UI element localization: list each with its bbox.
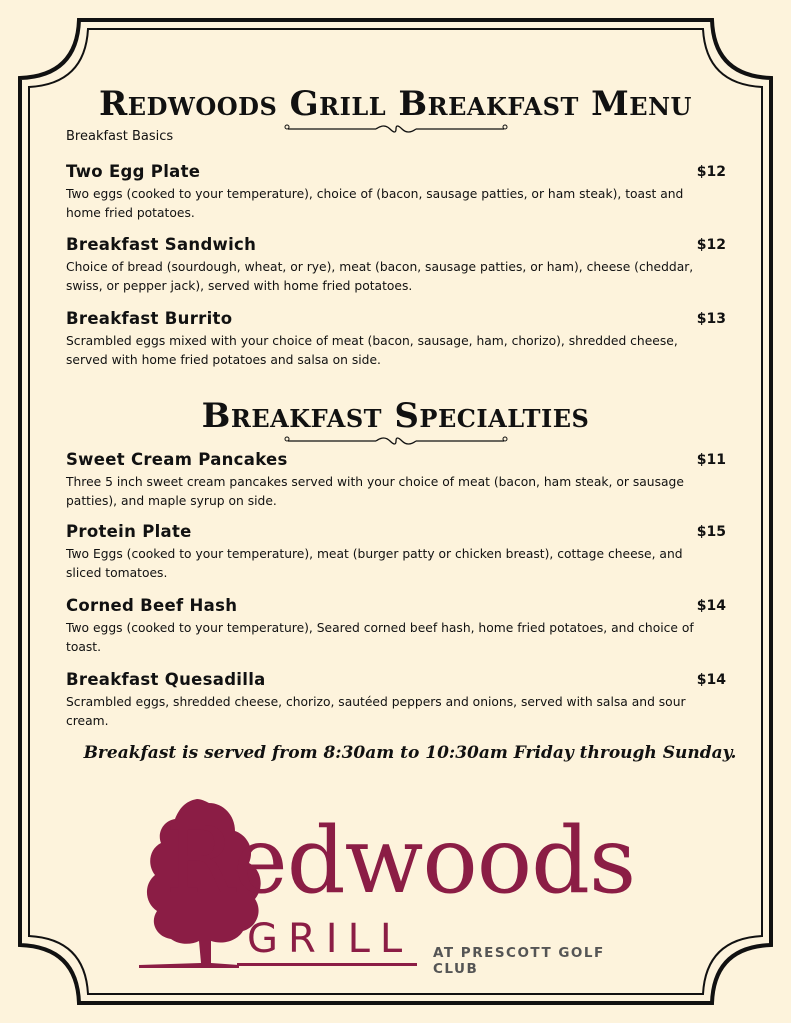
item-description: Two eggs (cooked to your temperature), choice of (bacon, sausage patties, or ham steak), toast and home fried potatoes.: [66, 187, 684, 220]
logo-wordmark: Redwoods: [165, 807, 636, 914]
item-description: Two Eggs (cooked to your temperature), meat (burger patty or chicken breast), cottage cheese, and sliced tomatoes.: [66, 547, 683, 580]
item-description: Two eggs (cooked to your temperature), Seared corned beef hash, home fried potatoes, and choice of toast.: [66, 621, 694, 654]
item-name: Breakfast Sandwich: [66, 235, 257, 254]
item-name: Sweet Cream Pancakes: [66, 450, 288, 469]
item-price: $12: [696, 164, 726, 180]
item-name: Breakfast Quesadilla: [66, 670, 266, 689]
section-title-specialties: Breakfast Specialties: [201, 396, 590, 436]
menu-item: [66, 309, 726, 370]
logo-subtitle: GRILL: [247, 916, 413, 962]
menu-item: [66, 162, 726, 223]
item-price: $12: [696, 237, 726, 253]
item-price: $15: [696, 524, 726, 540]
item-price: $14: [696, 598, 726, 614]
item-name: Breakfast Burrito: [66, 309, 233, 328]
divider-flourish: [284, 434, 508, 448]
item-price: $14: [696, 672, 726, 688]
menu-item: [66, 450, 726, 511]
menu-item: [66, 670, 726, 731]
divider-flourish: [284, 122, 508, 136]
redwoods-grill-logo: [135, 795, 636, 977]
item-name: Corned Beef Hash: [66, 596, 238, 615]
item-description: Scrambled eggs, shredded cheese, chorizo, sautéed peppers and onions, served with salsa and sour cream.: [66, 695, 686, 728]
menu-title: Redwoods Grill Breakfast Menu: [99, 84, 692, 124]
section-label-basics: Breakfast Basics: [66, 129, 174, 144]
hours-note: Breakfast is served from 8:30am to 10:30am Friday through Sunday.: [83, 743, 737, 763]
item-name: Protein Plate: [66, 522, 192, 541]
item-name: Two Egg Plate: [66, 162, 201, 181]
menu-item: [66, 235, 726, 296]
item-description: Three 5 inch sweet cream pancakes served with your choice of meat (bacon, ham steak, or sausage patties), and maple syrup on side.: [66, 475, 684, 508]
item-price: $11: [696, 452, 726, 468]
item-description: Scrambled eggs mixed with your choice of meat (bacon, sausage, ham, chorizo), shredded cheese, served with home fried potatoes and salsa on side.: [66, 334, 678, 367]
item-description: Choice of bread (sourdough, wheat, or rye), meat (bacon, sausage patties, or ham), cheese (cheddar, swiss, or pepper jack), served with home fried potatoes.: [66, 260, 694, 293]
logo-underline: [237, 963, 417, 966]
menu-item: [66, 522, 726, 583]
logo-tagline: AT PRESCOTT GOLF CLUB: [433, 945, 605, 977]
item-price: $13: [696, 311, 726, 327]
menu-item: [66, 596, 726, 657]
